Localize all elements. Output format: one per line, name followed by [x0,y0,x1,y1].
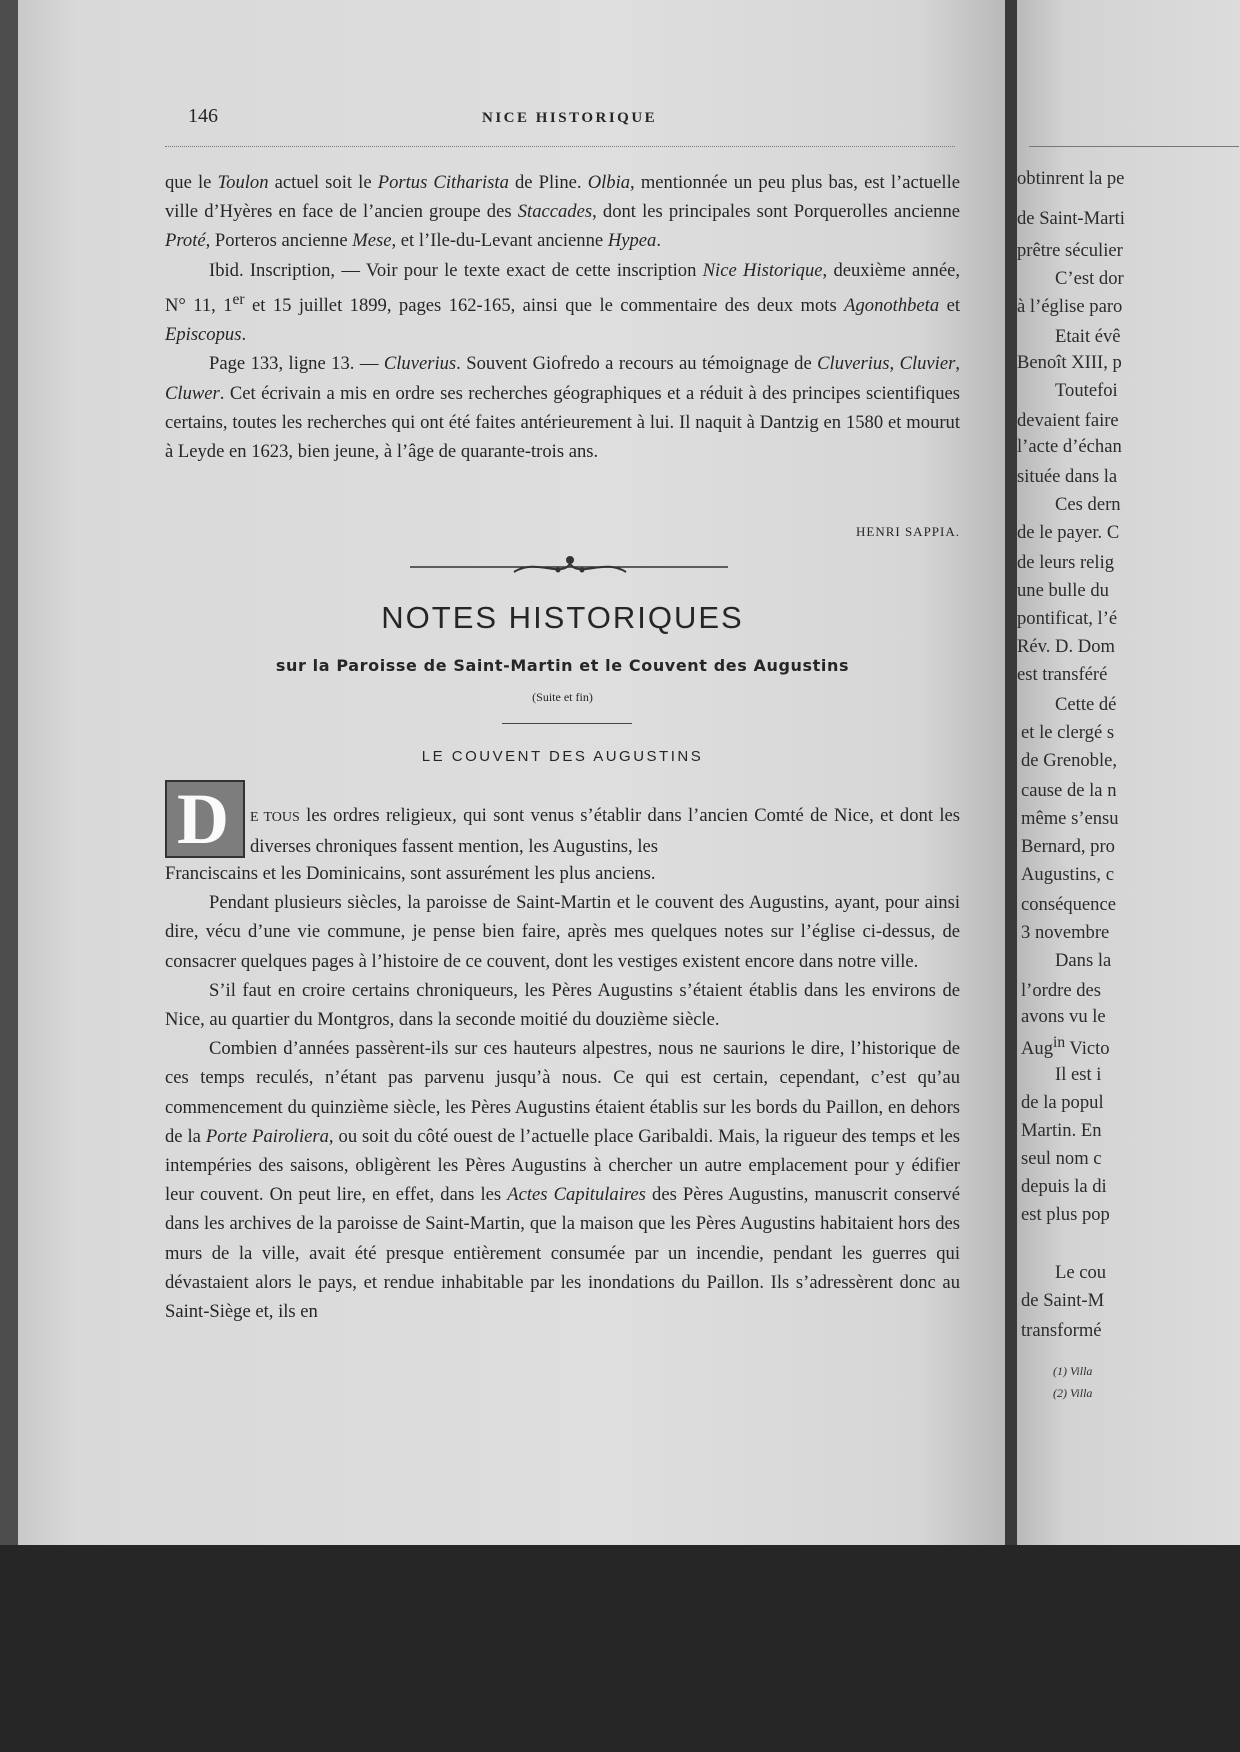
right-page-text-line: à l’église paro [1017,296,1123,317]
right-page-text-line: Le cou [1055,1262,1107,1283]
right-page-text-line: Cette dé [1055,694,1117,715]
note-paragraph: Page 133, ligne 13. — Cluverius. Souvent Giofredo a recours au témoignage de Cluverius, Cluvier, Cluwer. Cet écrivain a mis en ordre ses recherches géographiques et a réduit à des principes scientifiques certains, toutes les recherches qui ont été faites antérieurement à lui. Il naquit à Dantzig en 1580 et mourut à Leyde en 1623, bien jeune, à l’âge de quarante-trois ans. [165,353,960,463]
title-rule [502,723,632,724]
right-page-text-line: est plus pop [1021,1204,1110,1225]
right-page-text-line: Rév. D. Dom [1017,636,1115,657]
top-notes [165,168,960,466]
right-page-text-line: de Grenoble, [1021,750,1118,771]
right-page-head-rule [1029,146,1239,147]
body-paragraph: Pendant plusieurs siècles, la paroisse de Saint-Martin et le couvent des Augustins, ayant, pour ainsi dire, vécu d’une vie commune, je pense bien faire, après mes quelques notes sur l’église ci-dessus, de consacrer quelques pages à l’histoire de ce couvent, dont les vestiges existent encore dans notre ville. [165,892,960,972]
right-page-text-line: prêtre séculier [1017,240,1123,261]
right-page-text-line: obtinrent la pe [1017,168,1125,189]
running-head: NICE HISTORIQUE [482,110,658,126]
right-page-text-line: Dans la [1055,950,1112,971]
article-body [165,859,960,1326]
right-page-text-line: Aug$^{in}$ Victo [1021,1034,1110,1060]
right-page-text-line: depuis la di [1021,1176,1107,1197]
right-page-text-line: l’ordre des [1021,980,1102,1001]
right-page-text-line: même s’ensu [1021,808,1119,829]
right-page-text-line: de leurs relig [1017,552,1115,573]
body-paragraph: Franciscains et les Dominicains, sont assurément les plus anciens. [165,863,656,884]
right-page-footnote: (2) Villa [1053,1386,1093,1400]
right-page-text-line: l’acte d’échan [1017,436,1122,457]
right-page-text-line: cause de la n [1021,780,1117,801]
page-number: 146 [188,105,218,127]
right-page-text-line: Bernard, pro [1021,836,1115,857]
right-page-text-line: une bulle du [1017,580,1109,601]
continuation-note: (Suite et fin) [532,690,593,704]
right-page-text-line: Toutefoi [1055,380,1118,401]
right-page-text-line: conséquence [1021,894,1116,915]
ornament-divider-icon [410,552,728,582]
right-page-text-line: transformé [1021,1320,1102,1341]
right-page-text-line: Benoît XIII, p [1017,352,1122,373]
right-page [1017,0,1240,1545]
first-paragraph-start: E TOUS les ordres religieux, qui sont venus s’établir dans l’ancien Comté de Nice, et dont les diverses chroniques fassent mention, les Augustins, les [250,805,960,858]
section-title: LE COUVENT DES AUGUSTINS [421,748,704,765]
right-page-text-line: de Saint-Marti [1017,208,1125,229]
scan-edge-left [0,0,18,1545]
right-page-text-line: seul nom c [1021,1148,1102,1169]
right-page-text-line: située dans la [1017,466,1118,487]
right-page-text-line: C’est dor [1055,268,1124,289]
right-page-text-line: Augustins, c [1021,864,1114,885]
right-page-text-line: de la popul [1021,1092,1104,1113]
note-paragraph: Ibid. Inscription, — Voir pour le texte exact de cette inscription Nice Historique, deuxième année, N° 11, 1er et 15 juillet 1899, pages 162-165, ainsi que le commentaire des deux mots Agonothbeta et Episcopus. [165,259,960,346]
right-page-text-line: Ces dern [1055,494,1121,515]
drop-cap-ornament [165,780,245,858]
right-page-text-line: avons vu le [1021,1006,1106,1027]
article-subtitle: sur la Paroisse de Saint-Martin et le Couvent des Augustins [275,656,850,675]
right-page-text-line: devaient faire [1017,410,1119,431]
body-paragraph: S’il faut en croire certains chroniqueurs, les Pères Augustins s’étaient établis dans les environs de Nice, au quartier du Montgros, dans la seconde moitié du douzième siècle. [165,979,960,1031]
right-page-text-line: est transféré [1017,664,1108,685]
right-page-text-line: et le clergé s [1021,722,1115,743]
scan-background-bottom [0,1545,1240,1752]
right-page-text-line: de le payer. C [1017,522,1120,543]
right-page-text-line: Etait évê [1055,326,1121,347]
note-paragraph: que le Toulon actuel soit le Portus Citharista de Pline. Olbia, mentionnée un peu plus bas, est l’actuelle ville d’Hyères en face de l’ancien groupe des Staccades, dont les principales sont Porquerolles ancienne Proté, Porteros ancienne Mese, et l’Ile-du-Levant ancienne Hypea. [165,172,961,252]
article-title: NOTES HISTORIQUES [381,600,744,635]
author-signature: HENRI SAPPIA. [855,524,960,539]
right-page-footnote: (1) Villa [1053,1364,1093,1378]
body-paragraph: Combien d’années passèrent-ils sur ces hauteurs alpestres, nous ne saurions le dire, l’historique de ces temps reculés, n’étant pas parvenu jusqu’à nous. Ce qui est certain, cependant, c’est qu’au commencement du quinzième siècle, les Pères Augustins étaient établis sur les bords du Paillon, en dehors de la Porte Pairoliera, ou soit du côté ouest de l’actuelle place Garibaldi. Mais, la rigueur des temps et les intempéries des saisons, obligèrent les Pères Augustins à chercher un autre emplacement pour y édifier leur couvent. On peut lire, en effet, dans les Actes Capitulaires des Pères Augustins, manuscrit conservé dans les archives de la paroisse de Saint-Martin, que la maison que les Pères Augustins habitaient hors des murs de la ville, avait été presque entièrement consumée par un incendie, pendant les guerres qui dévastaient alors le pays, et rendue inhabitable par les inondations du Paillon. Ils s’adressèrent donc au Saint-Siège et, ils en [165,1038,960,1323]
book-gutter [1005,0,1017,1545]
right-page-text-line: de Saint-M [1021,1290,1105,1311]
right-page-text-line: pontificat, l’é [1017,608,1118,629]
right-page-text-line: Martin. En [1021,1120,1102,1141]
drop-cap-letter: D [177,779,229,859]
signature-row [165,524,960,544]
right-page-text-line: 3 novembre [1021,922,1110,943]
header-rule [165,146,955,147]
right-page-text-line: Il est i [1055,1064,1102,1085]
